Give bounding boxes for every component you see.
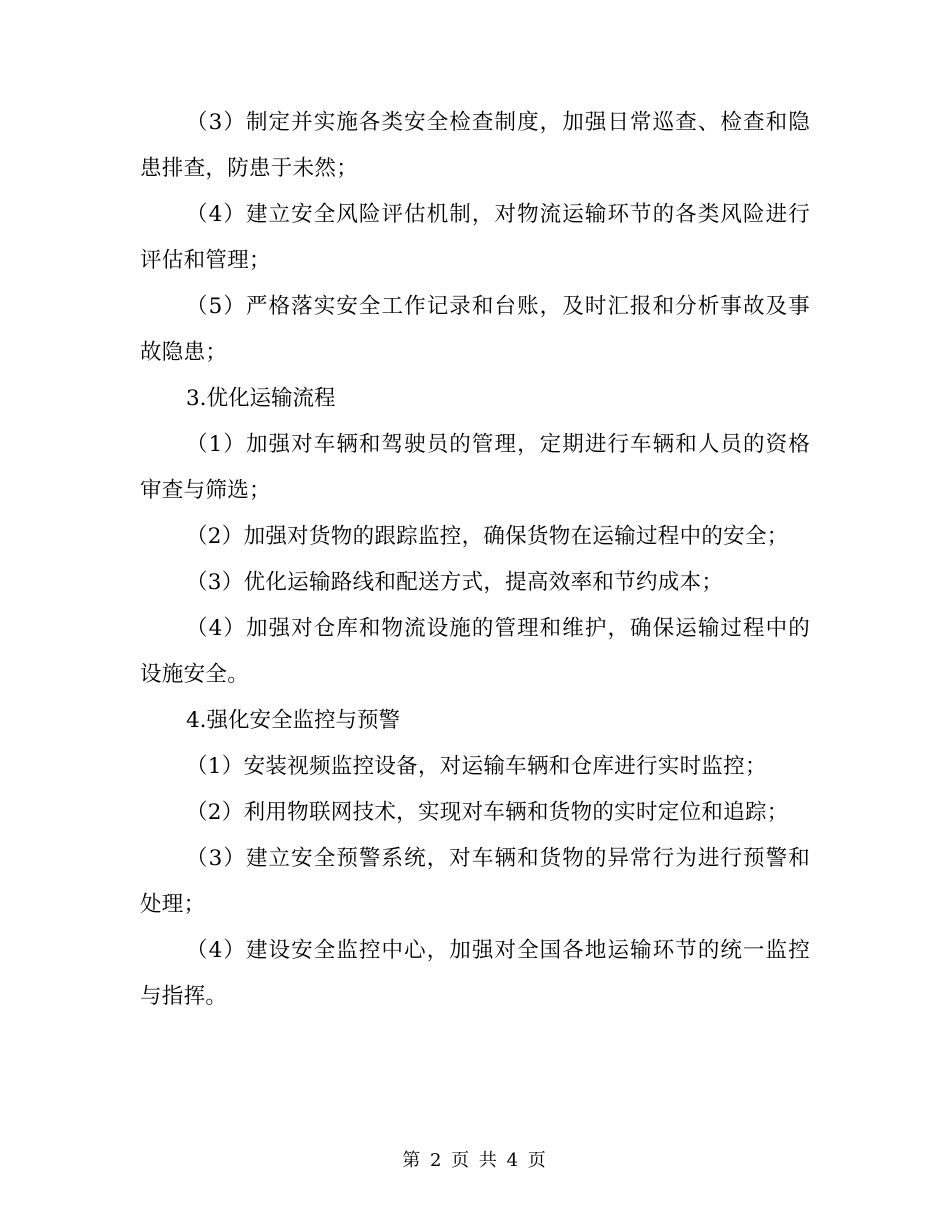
list-item: （2）利用物联网技术，实现对车辆和货物的实时定位和追踪； <box>186 800 789 825</box>
list-item: （4）加强对仓库和物流设施的管理和维护，确保运输过程中的设施安全。 <box>140 616 810 687</box>
list-item: （2）加强对货物的跟踪监控，确保货物在运输过程中的安全； <box>186 524 789 549</box>
section-heading: 3.优化运输流程 <box>186 386 336 411</box>
page-number: 第 2 页 共 4 页 <box>402 1150 548 1171</box>
document-body <box>140 100 810 1020</box>
list-item: （5）严格落实安全工作记录和台账，及时汇报和分析事故及事故隐患； <box>140 294 810 365</box>
list-item: （3）优化运输路线和配送方式，提高效率和节约成本； <box>186 570 724 595</box>
list-item: （3）建立安全预警系统，对车辆和货物的异常行为进行预警和处理； <box>140 846 810 917</box>
page-footer <box>0 1146 950 1172</box>
list-item: （4）建立安全风险评估机制，对物流运输环节的各类风险进行评估和管理； <box>140 202 810 273</box>
section-heading: 4.强化安全监控与预警 <box>186 708 401 733</box>
list-item: （4）建设安全监控中心，加强对全国各地运输环节的统一监控与指挥。 <box>140 938 810 1009</box>
list-item: （3）制定并实施各类安全检查制度，加强日常巡查、检查和隐患排查，防患于未然； <box>140 110 810 181</box>
list-item: （1）安装视频监控设备，对运输车辆和仓库进行实时监控； <box>186 754 767 779</box>
list-item: （1）加强对车辆和驾驶员的管理，定期进行车辆和人员的资格审查与筛选； <box>140 432 810 503</box>
